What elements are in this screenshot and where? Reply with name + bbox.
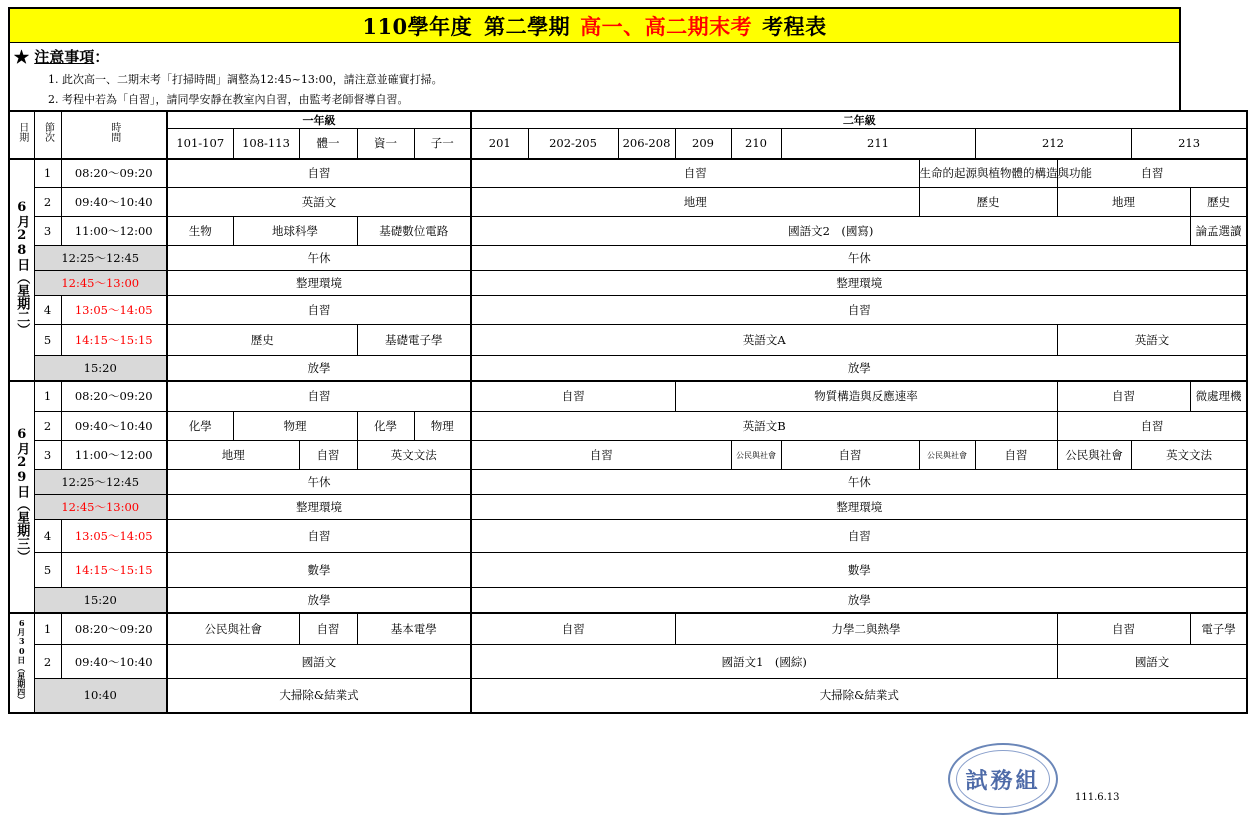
class-header: 108-113: [233, 129, 299, 159]
period-number: 4: [34, 520, 61, 553]
time-slot: 08:20～09:20: [61, 159, 167, 188]
issue-date: 111.6.13: [1075, 792, 1120, 803]
time-slot: 08:20～09:20: [61, 381, 167, 412]
exam-cell: 自習: [299, 613, 357, 645]
exam-cell: 歷史: [167, 325, 357, 356]
exam-cell: 地理: [167, 441, 299, 470]
class-header: 213: [1131, 129, 1247, 159]
time-slot: 10:40: [34, 679, 167, 713]
period-number: 1: [34, 159, 61, 188]
period-number: 3: [34, 217, 61, 246]
exam-cell: 基礎電子學: [357, 325, 471, 356]
title-suffix: 考程表: [762, 13, 827, 39]
header-period: 節次: [34, 111, 61, 159]
period-number: 5: [34, 325, 61, 356]
exam-cell: 整理環境: [167, 271, 471, 296]
time-slot: 15:20: [34, 356, 167, 381]
exam-cell: 物質構造與反應速率: [675, 381, 1057, 412]
exam-cell: 自習: [1057, 381, 1190, 412]
class-header: 202-205: [528, 129, 618, 159]
exam-cell: 自習: [1057, 412, 1247, 441]
period-number: 5: [34, 553, 61, 588]
time-slot: 11:00～12:00: [61, 441, 167, 470]
time-slot: 08:20～09:20: [61, 613, 167, 645]
notes-section: [8, 42, 1181, 110]
exam-cell: 整理環境: [471, 495, 1247, 520]
exam-cell: 午休: [167, 470, 471, 495]
exam-cell: 英語文: [1057, 325, 1247, 356]
exam-cell: 公民與社會: [1057, 441, 1131, 470]
exam-cell: 數學: [471, 553, 1247, 588]
class-header: 209: [675, 129, 731, 159]
period-number: 3: [34, 441, 61, 470]
exam-cell: 自習: [471, 613, 675, 645]
seal-ring: [956, 750, 1050, 808]
note-item: 2. 考程中若為「自習」，請同學安靜在教室內自習，由監考老師督導自習。: [48, 93, 409, 106]
exam-schedule-table: [8, 110, 1248, 714]
exam-cell: 歷史: [919, 188, 1057, 217]
time-slot: 09:40～10:40: [61, 645, 167, 679]
header-date: 日期: [9, 111, 34, 159]
title-year: 110學年度: [362, 13, 473, 39]
exam-cell: 論孟選讀: [1190, 217, 1247, 246]
exam-cell: 電子學: [1190, 613, 1247, 645]
exam-cell: 化學: [167, 412, 233, 441]
header-grade2: 二年級: [471, 111, 1247, 129]
exam-cell: 力學二與熱學: [675, 613, 1057, 645]
period-number: 2: [34, 412, 61, 441]
time-slot: 14:15～15:15: [61, 325, 167, 356]
time-slot: 11:00～12:00: [61, 217, 167, 246]
period-number: 2: [34, 645, 61, 679]
exam-cell: 公民與社會: [919, 441, 975, 470]
exam-cell: 午休: [167, 246, 471, 271]
exam-cell: 國語文1 (國綜): [471, 645, 1057, 679]
schedule-sheet: [8, 7, 1242, 714]
time-slot: 13:05～14:05: [61, 520, 167, 553]
title-term: 第二學期: [484, 13, 571, 39]
notes-heading-text: 注意事項: [34, 48, 95, 66]
class-header: 211: [781, 129, 975, 159]
star-icon: ★: [14, 48, 30, 66]
day-label: 6月28日（星期二）: [9, 159, 34, 381]
period-number: 1: [34, 613, 61, 645]
class-header: 體一: [299, 129, 357, 159]
exam-cell: 數學: [167, 553, 471, 588]
period-number: 2: [34, 188, 61, 217]
exam-cell: 英語文A: [471, 325, 1057, 356]
exam-cell: 地理: [471, 188, 919, 217]
exam-cell: 自習: [167, 520, 471, 553]
exam-cell: 英語文B: [471, 412, 1057, 441]
header-grade1: 一年級: [167, 111, 471, 129]
exam-cell: 公民與社會: [731, 441, 781, 470]
office-seal: [948, 743, 1058, 815]
class-header: 210: [731, 129, 781, 159]
exam-cell: 整理環境: [471, 271, 1247, 296]
class-header: 101-107: [167, 129, 233, 159]
class-header: 子一: [414, 129, 471, 159]
exam-cell: 自習: [781, 441, 919, 470]
class-header: 201: [471, 129, 528, 159]
class-header: 資一: [357, 129, 414, 159]
time-slot: 12:25～12:45: [34, 246, 167, 271]
period-number: 1: [34, 381, 61, 412]
time-slot: 14:15～15:15: [61, 553, 167, 588]
exam-cell: 國語文: [1057, 645, 1247, 679]
exam-cell: 午休: [471, 246, 1247, 271]
page-title: [8, 7, 1181, 42]
header-time: 時間: [61, 111, 167, 159]
exam-cell: 自習: [471, 520, 1247, 553]
exam-cell: 自習: [975, 441, 1057, 470]
exam-cell: 自習: [471, 159, 919, 188]
time-slot: 09:40～10:40: [61, 188, 167, 217]
exam-cell: 午休: [471, 470, 1247, 495]
note-item: 1. 此次高一、二期末考「打掃時間」調整為12:45~13:00，請注意並確實打掃。: [48, 73, 443, 86]
period-number: 4: [34, 296, 61, 325]
exam-cell: 自習: [299, 441, 357, 470]
exam-cell: 自習: [167, 381, 471, 412]
exam-cell: 物理: [233, 412, 357, 441]
time-slot: 15:20: [34, 588, 167, 613]
exam-cell: 基本電學: [357, 613, 471, 645]
exam-cell: 地球科學: [233, 217, 357, 246]
exam-cell: 化學: [357, 412, 414, 441]
exam-cell: 生命的起源與植物體的構造與功能: [919, 159, 1057, 188]
exam-cell: 自習: [167, 159, 471, 188]
exam-cell: 微處理機: [1190, 381, 1247, 412]
exam-cell: 英語文: [167, 188, 471, 217]
exam-cell: 基礎數位電路: [357, 217, 471, 246]
seal-text: 試務組: [965, 767, 1041, 794]
exam-cell: 自習: [1057, 159, 1247, 188]
exam-cell: 歷史: [1190, 188, 1247, 217]
exam-cell: 自習: [471, 381, 675, 412]
time-slot: 12:25～12:45: [34, 470, 167, 495]
title-exam: 高一、高二期末考: [580, 13, 753, 39]
exam-cell: 放學: [167, 356, 471, 381]
exam-cell: 英文文法: [1131, 441, 1247, 470]
exam-cell: 英文文法: [357, 441, 471, 470]
time-slot: 12:45～13:00: [34, 271, 167, 296]
exam-cell: 放學: [167, 588, 471, 613]
time-slot: 13:05～14:05: [61, 296, 167, 325]
exam-cell: 公民與社會: [167, 613, 299, 645]
exam-cell: 生物: [167, 217, 233, 246]
day-label: 6月29日（星期三）: [9, 381, 34, 613]
exam-cell: 放學: [471, 356, 1247, 381]
time-slot: 09:40～10:40: [61, 412, 167, 441]
exam-cell: 整理環境: [167, 495, 471, 520]
notes-heading: [14, 46, 1175, 67]
exam-cell: 地理: [1057, 188, 1190, 217]
class-header: 206-208: [618, 129, 675, 159]
exam-cell: 大掃除&結業式: [167, 679, 471, 713]
exam-cell: 自習: [1057, 613, 1190, 645]
exam-cell: 放學: [471, 588, 1247, 613]
exam-cell: 國語文: [167, 645, 471, 679]
notes-colon: ：: [94, 48, 110, 66]
exam-cell: 國語文2 (國寫): [471, 217, 1190, 246]
time-slot: 12:45～13:00: [34, 495, 167, 520]
day-label: 6月30日（星期四）: [9, 613, 34, 713]
exam-cell: 自習: [471, 441, 731, 470]
exam-cell: 自習: [471, 296, 1247, 325]
class-header: 212: [975, 129, 1131, 159]
exam-cell: 自習: [167, 296, 471, 325]
exam-cell: 物理: [414, 412, 471, 441]
exam-cell: 大掃除&結業式: [471, 679, 1247, 713]
